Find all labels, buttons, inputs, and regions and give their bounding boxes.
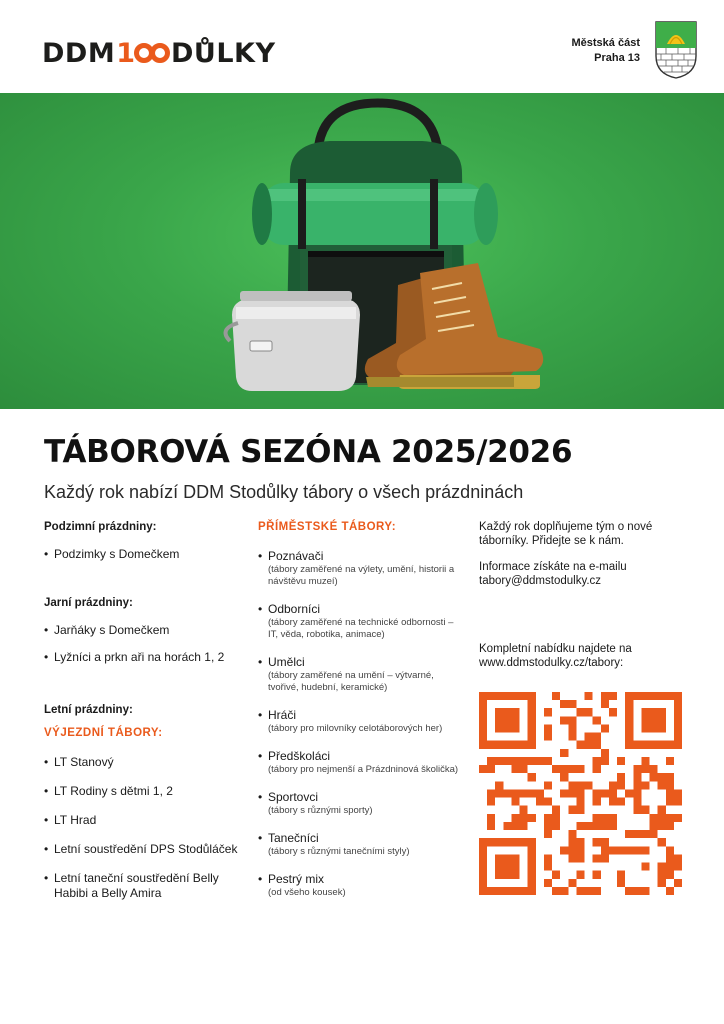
camp-name: Tanečníci [268,831,319,845]
camping-gear-illustration [0,93,724,409]
logo-right-text: DŮLKY [171,37,276,69]
logo-100-mark: 1 [116,38,170,69]
list-item [258,602,466,641]
outbound-camps-heading: VÝJEZDNÍ TÁBORY: [44,727,163,739]
autumn-heading: Podzimní prázdniny: [44,521,157,533]
list-item [258,749,466,776]
list-item: • Podzimky s Domečkem [44,547,244,562]
list-item: • Jarňáky s Domečkem [44,623,244,638]
camp-name: Hráči [268,708,297,722]
page-title: TÁBOROVÁ SEZÓNA 2025/2026 [44,434,573,470]
camp-name: Předškoláci [268,749,331,763]
list-item: • Lyžníci a prkn aři na horách 1, 2 [44,650,244,665]
offer-label: Kompletní nabídku najdete na [479,643,632,655]
camp-description: (tábory pro milovníky celotáborových her) [268,723,443,734]
list-item: • LT Stanový [44,755,244,770]
municipality-label [572,36,641,66]
list-item [258,549,466,588]
camp-name: Umělci [268,655,305,669]
summer-heading: Letní prázdniny: [44,704,133,716]
day-camps-heading: PŘÍMĚSTSKÉ TÁBORY: [258,521,397,533]
list-item: • Letní taneční soustředění Belly Habibi a Belly Amira [44,871,244,901]
logo-left-text: DDM [42,37,116,69]
camp-name: Sportovci [268,790,319,804]
day-camps-column [258,520,466,899]
camp-description: (od všeho kousek) [268,887,346,898]
contact-email-link[interactable]: tabory@ddmstodulky.cz [479,575,602,587]
team-invite-text: Každý rok doplňujeme tým o nové táborníky. Přidejte se k nám. [479,521,653,547]
camp-description: (tábory zaměřené na technické odbornosti – IT, věda, robotika, animace) [268,617,454,640]
list-item: • LT Hrad [44,813,244,828]
holiday-camps-column [44,520,244,901]
spring-list [44,623,244,665]
camp-name: Poznávači [268,549,324,563]
outbound-camps-list [44,755,244,901]
qr-code[interactable] [479,692,682,895]
municipality-line1: Městská část [571,37,640,49]
info-label: Informace získáte na e-mailu [479,561,627,573]
cooking-pot-icon [226,291,361,391]
camp-description: (tábory s různými sporty) [268,805,373,816]
list-item [258,872,466,899]
contact-column [479,520,699,670]
list-item [258,655,466,694]
camp-name: Pestrý mix [268,872,325,886]
ddm-logo[interactable] [42,30,276,76]
website-link[interactable]: www.ddmstodulky.cz/tabory: [479,657,624,669]
praha13-crest-icon [654,20,698,80]
list-item: • LT Rodiny s dětmi 1, 2 [44,784,244,799]
camp-description: (tábory zaměřené na umění – výtvarné, tvořivé, hudební, keramické) [268,670,434,693]
camp-name: Odborníci [268,602,321,616]
hero-illustration [0,93,724,409]
list-item [258,790,466,817]
sleeping-mat-icon [252,179,498,249]
list-item: • Letní soustředění DPS Stodůláček [44,842,244,857]
page-subtitle: Každý rok nabízí DDM Stodůlky tábory o všech prázdninách [44,482,524,502]
municipality-line2: Praha 13 [594,52,640,64]
spring-heading: Jarní prázdniny: [44,597,133,609]
camp-description: (tábory s různými tanečními styly) [268,846,410,857]
camp-description: (tábory pro nejmenší a Prázdninová školička) [268,764,459,775]
camp-description: (tábory zaměřené na výlety, umění, historii a návštěvu muzeí) [268,564,455,587]
autumn-list [44,547,244,562]
day-camps-list [258,549,466,899]
list-item [258,708,466,735]
list-item [258,831,466,858]
